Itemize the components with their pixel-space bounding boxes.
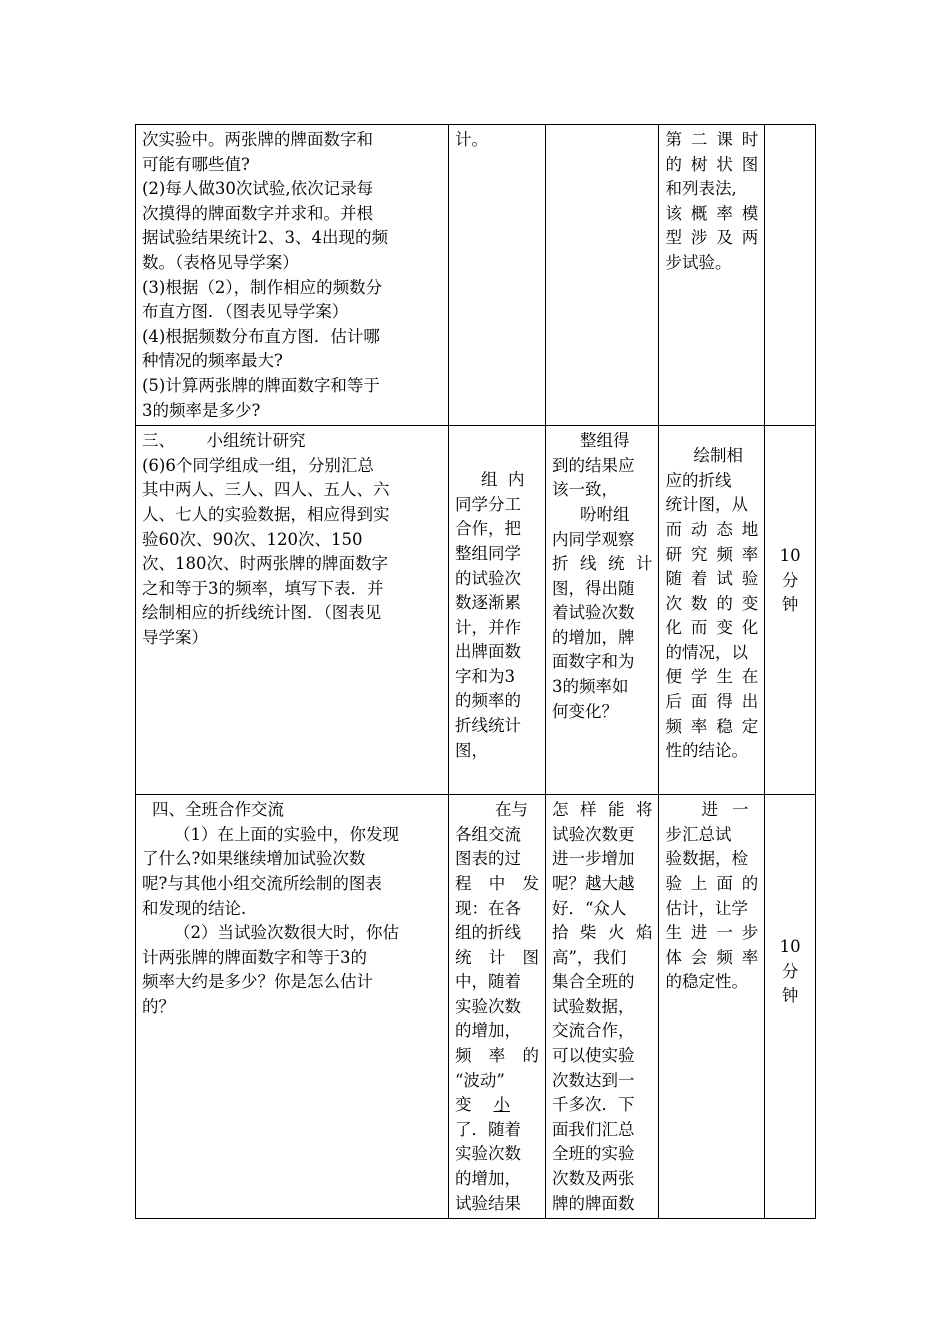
student-line: 的试验次 [454,568,521,588]
teacher-line: 3的频率如 [551,677,629,697]
student-line: 合作，把 [454,519,521,539]
teacher-activity-cell [545,795,659,1219]
intent-line: 化而变化 [665,618,759,638]
teacher-line: 试验次数更 [551,824,635,844]
content-line: 计两张牌的牌面数字和等于3的 [142,947,367,967]
student-line: 图表的过 [454,849,521,869]
content-cell [136,426,449,795]
teacher-line: 拾柴火焰 [551,923,653,943]
table-row [136,795,816,1219]
content-line: 次、180次、时两张牌的牌面数字 [142,554,388,574]
intent-line: 体会频率 [665,947,759,967]
content-line: 了什么?如果继续增加试验次数 [142,849,366,869]
content-line: (5)计算两张牌的牌面数字和等于 [142,375,380,395]
teacher-line: 次数及两张 [551,1169,635,1189]
teacher-line: 面我们汇总 [551,1119,635,1139]
student-line [455,1093,539,1118]
time-unit: 分 [781,570,799,590]
intent-line: 的树状图 [665,154,759,174]
teacher-line: 何变化？ [551,701,618,721]
intent-line: 步汇总试 [665,824,732,844]
content-line: 和发现的结论. [142,898,247,918]
intent-line: 验上面的 [665,873,759,893]
student-line: 的频率的 [454,691,521,711]
content-line: 种情况的频率最大? [142,351,283,371]
teacher-line: 可以使实验 [551,1046,635,1066]
teacher-line: 图，得出随 [551,578,635,598]
section-heading: 三、 小组统计研究 [142,431,306,451]
teacher-line: 高”，我们 [551,947,627,967]
teacher-line: 面数字和为 [551,652,635,672]
intent-line: 而动态地 [665,519,759,539]
teacher-line: 的增加，牌 [551,627,635,647]
time-cell [765,795,816,1219]
content-line: 的？ [142,996,175,1016]
content-cell [136,125,449,426]
intent-line: 应的折线 [665,470,732,490]
content-cell [136,795,449,1219]
teacher-line: 集合全班的 [551,972,635,992]
time-value: 10 [779,546,801,566]
student-line: 各组交流 [454,824,521,844]
intent-line: 步试验。 [665,252,732,272]
intent-line: 绘制相 [693,446,743,466]
student-line: 的增加， [454,1169,521,1189]
intent-line: 随着试验 [665,569,759,589]
teacher-line: 呢？越大越 [551,873,635,893]
intent-line: 进一 [701,800,763,820]
teacher-line: 怎样能将 [551,800,653,820]
content-line: 3的频率是多少? [142,400,261,420]
teacher-activity-cell [545,426,659,795]
student-line: 计，并作 [454,617,521,637]
student-line: 组的折线 [454,923,521,943]
intent-line: 的情况，以 [665,642,748,662]
student-activity-cell [448,426,545,795]
intent-line: 性的结论。 [665,741,748,761]
intent-line: 估计，让学 [665,898,748,918]
student-line: 中，随着 [454,972,521,992]
student-line: 程中发 [454,873,539,893]
student-line: 同学分工 [454,494,521,514]
content-line: 次摸得的牌面数字并求和。并根 [142,203,373,223]
teacher-line: 吩咐组 [579,504,630,524]
content-line: （2）当试验次数很大时，你估 [174,923,399,943]
student-line: 试验结果 [454,1193,521,1213]
time-cell [765,426,816,795]
teacher-line: 着试验次数 [551,603,635,623]
content-line: 人、七人的实验数据，相应得到实 [142,504,390,524]
time-unit: 钟 [781,986,799,1006]
content-line: 频率大约是多少？你是怎么估计 [142,972,373,992]
intent-line: 研究频率 [665,544,759,564]
content-line: 次实验中。两张牌的牌面数字和 [142,130,373,149]
content-line: 验60次、90次、120次、150 [142,529,363,549]
section-heading: 四、全班合作交流 [152,800,284,820]
student-line: 频率的 [454,1046,539,1066]
student-line: 统计图 [454,947,539,967]
lesson-plan-table [135,124,816,1219]
intent-line: 后面得出 [665,692,759,712]
content-line: 数。（表格见导学案） [142,252,299,272]
student-line: 组 内 [480,470,525,490]
table-row [136,426,816,795]
student-line: 实验次数 [454,996,521,1016]
teacher-line: 全班的实验 [551,1144,635,1164]
student-line: “波动” [454,1070,505,1090]
intent-line: 统计图，从 [665,495,748,515]
intent-line: 次数的变 [665,593,759,613]
intent-line: 该概率模 [665,203,759,223]
intent-line: 型涉及两 [665,228,759,248]
student-line: 实验次数 [454,1144,521,1164]
content-line: 其中两人、三人、四人、五人、六 [142,480,390,500]
content-line: (3)根据（2），制作相应的频数分 [142,277,383,297]
teacher-line: 该一致， [551,480,618,500]
intent-line: 验数据，检 [665,849,748,869]
content-line: (6)6个同学组成一组，分别汇总 [142,455,374,475]
design-intent-cell [659,795,765,1219]
time-unit: 钟 [781,595,799,615]
student-line: 在与 [494,800,528,820]
student-line: 折线统计 [454,716,521,736]
intent-line: 便学生在 [665,667,759,687]
intent-line: 和列表法, [665,179,737,199]
content-line: 可能有哪些值? [142,154,250,174]
content-line: 布直方图．（图表见导学案） [142,302,349,322]
student-activity-cell [448,125,545,426]
content-line: （1）在上面的实验中，你发现 [174,824,399,844]
underlined-word: 小 [493,1095,510,1115]
student-line: 整组同学 [454,543,521,563]
student-line: 了．随着 [454,1119,521,1139]
intent-line: 频率稳定 [665,716,759,736]
time-value: 10 [779,937,801,957]
student-line: 字和为3 [454,666,515,686]
teacher-line: 到的结果应 [551,455,635,475]
teacher-line: 内同学观察 [551,529,635,549]
content-line: 绘制相应的折线统计图．（图表见 [142,603,382,623]
student-word: 变 [454,1095,472,1115]
table-row [136,125,816,426]
intent-line: 生进一步 [665,923,759,943]
teacher-line: 整组得 [579,431,630,451]
content-line: 导学案） [142,627,208,647]
content-line: (4)根据频数分布直方图．估计哪 [142,326,380,346]
time-unit: 分 [781,961,799,981]
teacher-activity-cell [545,125,659,426]
teacher-line: 折线统计 [551,554,653,574]
student-line: 出牌面数 [454,642,521,662]
teacher-line: 千多次．下 [551,1095,635,1115]
teacher-line: 试验数据， [551,996,635,1016]
teacher-line: 交流合作， [551,1021,635,1041]
content-line: 呢?与其他小组交流所绘制的图表 [142,873,382,893]
time-cell [765,125,816,426]
design-intent-cell [659,426,765,795]
student-line: 现：在各 [454,898,521,918]
intent-line: 的稳定性。 [665,972,748,992]
teacher-line: 好．“众人 [551,898,627,918]
content-line: 据试验结果统计2、3、4出现的频 [142,228,388,248]
teacher-line: 进一步增加 [551,849,635,869]
design-intent-cell [659,125,765,426]
content-line: 之和等于3的频率，填写下表．并 [142,578,384,598]
student-line: 的增加， [454,1021,521,1041]
student-activity-cell [448,795,545,1219]
teacher-line: 牌的牌面数 [551,1193,635,1213]
teacher-line: 次数达到一 [551,1070,635,1090]
content-line: (2)每人做30次试验,依次记录每 [142,179,374,199]
intent-line: 第二课时 [665,130,759,149]
student-line: 图， [454,740,488,760]
student-line: 计。 [454,130,488,149]
student-line: 数逐渐累 [454,593,521,613]
